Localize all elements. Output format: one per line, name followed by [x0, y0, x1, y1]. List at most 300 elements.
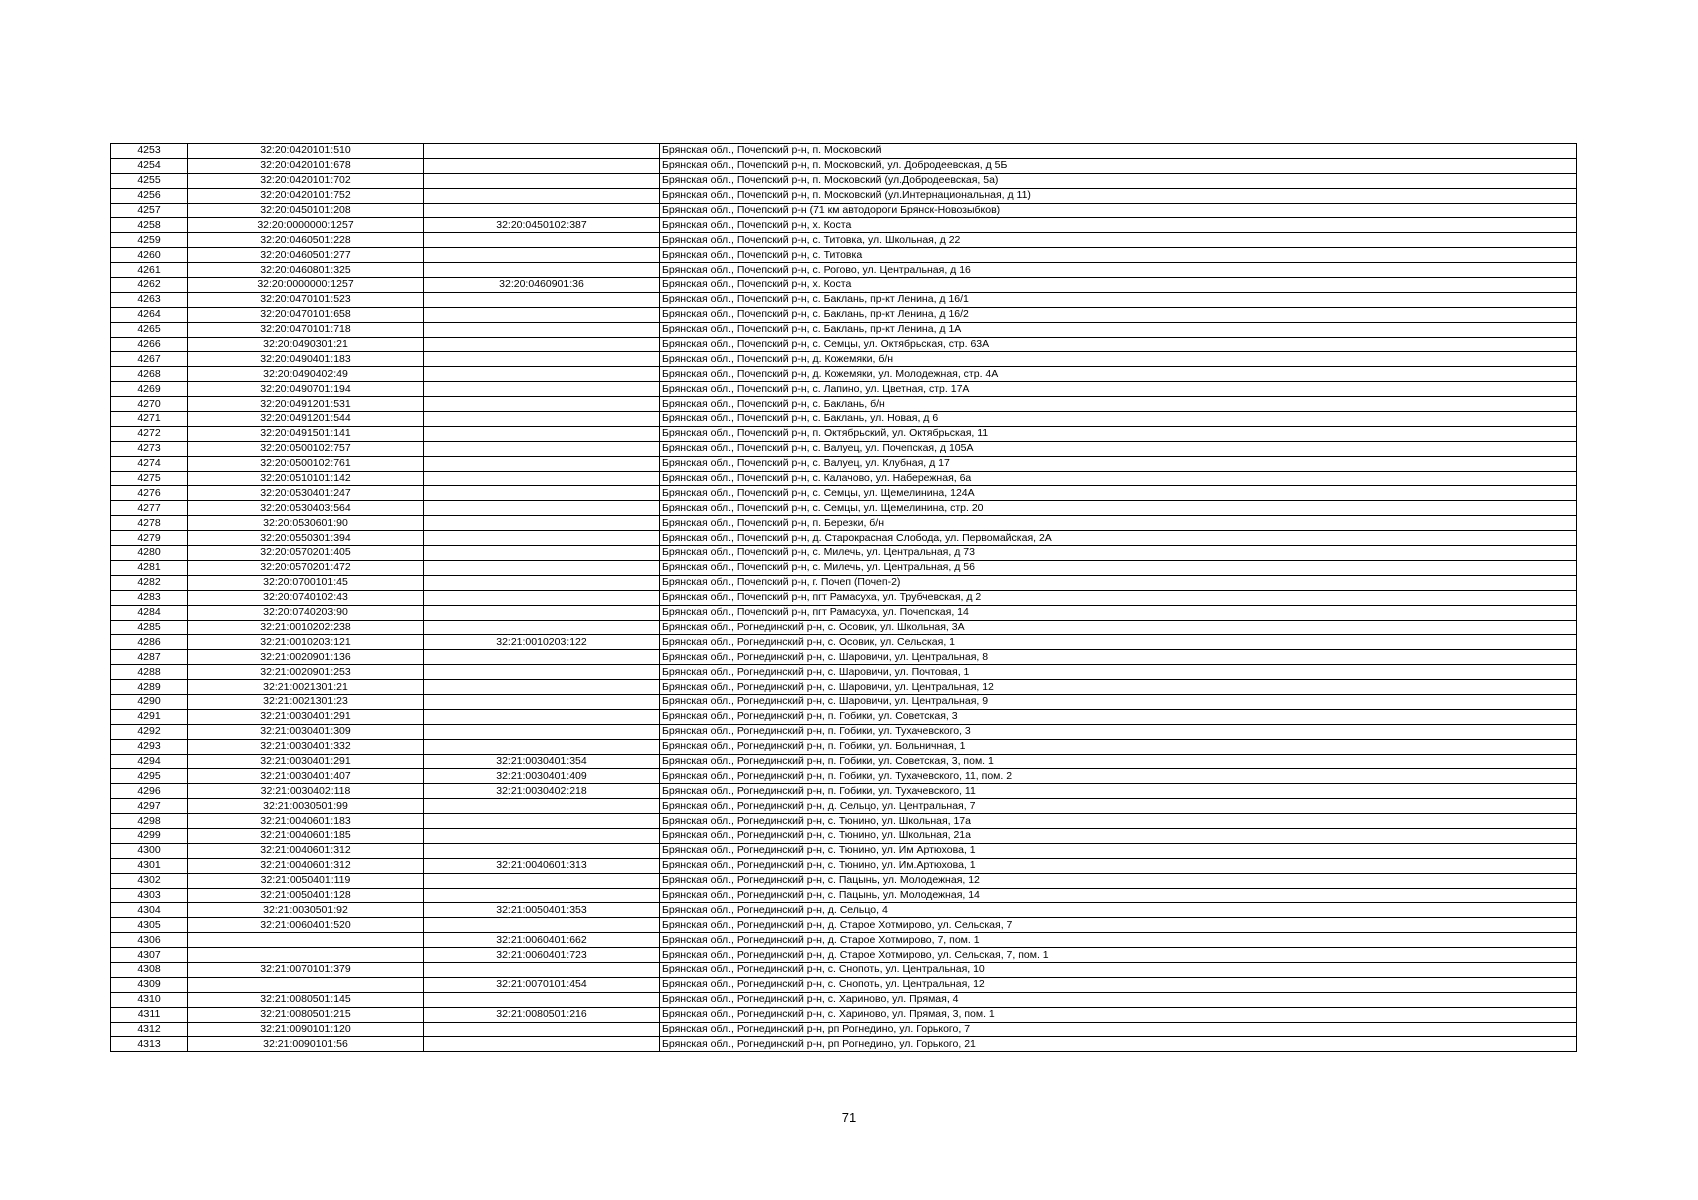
- cadastral-number-cell: 32:21:0030401:291: [188, 709, 424, 724]
- row-number-cell: 4283: [111, 590, 188, 605]
- address-cell: Брянская обл., Почепский р-н, д. Старокрасная Слобода, ул. Первомайская, 2А: [660, 531, 1577, 546]
- address-cell: Брянская обл., Почепский р-н (71 км автодороги Брянск-Новозыбков): [660, 203, 1577, 218]
- row-number-cell: 4277: [111, 501, 188, 516]
- related-cadastral-number-cell: 32:21:0010203:122: [424, 635, 660, 650]
- related-cadastral-number-cell: 32:21:0040601:313: [424, 858, 660, 873]
- address-cell: Брянская обл., Почепский р-н, с. Калачово, ул. Набережная, 6а: [660, 471, 1577, 486]
- address-cell: Брянская обл., Почепский р-н, г. Почеп (Почеп-2): [660, 575, 1577, 590]
- table-row: [111, 307, 1577, 322]
- table-row: [111, 531, 1577, 546]
- cadastral-number-cell: 32:21:0070101:379: [188, 962, 424, 977]
- related-cadastral-number-cell: [424, 486, 660, 501]
- page-number: 71: [841, 1110, 857, 1125]
- cadastral-number-cell: 32:20:0570201:472: [188, 560, 424, 575]
- address-cell: Брянская обл., Рогнединский р-н, д. Старое Хотмирово, ул. Сельская, 7, пом. 1: [660, 948, 1577, 963]
- table-row: [111, 1037, 1577, 1052]
- row-number-cell: 4276: [111, 486, 188, 501]
- table-row: [111, 412, 1577, 427]
- table-row: [111, 218, 1577, 233]
- cadastral-number-cell: 32:20:0490402:49: [188, 367, 424, 382]
- table-row: [111, 263, 1577, 278]
- cadastral-number-cell: 32:21:0050401:128: [188, 888, 424, 903]
- related-cadastral-number-cell: 32:21:0050401:353: [424, 903, 660, 918]
- row-number-cell: 4287: [111, 650, 188, 665]
- cadastral-number-cell: 32:21:0090101:120: [188, 1022, 424, 1037]
- table-row: [111, 158, 1577, 173]
- address-cell: Брянская обл., Почепский р-н, п. Московский (ул.Добродеевская, 5а): [660, 173, 1577, 188]
- table-row: [111, 144, 1577, 159]
- row-number-cell: 4280: [111, 546, 188, 561]
- address-cell: Брянская обл., Почепский р-н, с. Милечь, ул. Центральная, д 56: [660, 560, 1577, 575]
- address-cell: Брянская обл., Почепский р-н, с. Милечь, ул. Центральная, д 73: [660, 546, 1577, 561]
- address-cell: Брянская обл., Рогнединский р-н, с. Пацынь, ул. Молодежная, 12: [660, 873, 1577, 888]
- table-row: [111, 590, 1577, 605]
- row-number-cell: 4253: [111, 144, 188, 159]
- cadastral-number-cell: 32:21:0080501:145: [188, 992, 424, 1007]
- address-cell: Брянская обл., Рогнединский р-н, д. Сельцо, ул. Центральная, 7: [660, 799, 1577, 814]
- address-cell: Брянская обл., Рогнединский р-н, с. Шаровичи, ул. Почтовая, 1: [660, 665, 1577, 680]
- address-cell: Брянская обл., Рогнединский р-н, с. Тюнино, ул. Им Артюхова, 1: [660, 843, 1577, 858]
- cadastral-number-cell: 32:21:0040601:312: [188, 843, 424, 858]
- cadastral-number-cell: 32:21:0040601:185: [188, 828, 424, 843]
- row-number-cell: 4301: [111, 858, 188, 873]
- table-row: [111, 546, 1577, 561]
- cadastral-number-cell: 32:20:0470101:658: [188, 307, 424, 322]
- related-cadastral-number-cell: [424, 724, 660, 739]
- related-cadastral-number-cell: [424, 441, 660, 456]
- address-cell: Брянская обл., Рогнединский р-н, с. Шаровичи, ул. Центральная, 8: [660, 650, 1577, 665]
- row-number-cell: 4299: [111, 828, 188, 843]
- property-table-body: [111, 144, 1577, 1052]
- row-number-cell: 4310: [111, 992, 188, 1007]
- cadastral-number-cell: 32:20:0460501:277: [188, 248, 424, 263]
- cadastral-number-cell: 32:21:0010202:238: [188, 620, 424, 635]
- row-number-cell: 4311: [111, 1007, 188, 1022]
- related-cadastral-number-cell: [424, 263, 660, 278]
- related-cadastral-number-cell: [424, 873, 660, 888]
- address-cell: Брянская обл., Почепский р-н, с. Баклань, пр-кт Ленина, д 16/1: [660, 292, 1577, 307]
- cadastral-number-cell: 32:20:0450101:208: [188, 203, 424, 218]
- address-cell: Брянская обл., Почепский р-н, д. Кожемяки, б/н: [660, 352, 1577, 367]
- cadastral-number-cell: 32:20:0510101:142: [188, 471, 424, 486]
- address-cell: Брянская обл., Почепский р-н, с. Баклань, пр-кт Ленина, д 1А: [660, 322, 1577, 337]
- related-cadastral-number-cell: [424, 1037, 660, 1052]
- related-cadastral-number-cell: [424, 814, 660, 829]
- row-number-cell: 4307: [111, 948, 188, 963]
- address-cell: Брянская обл., Рогнединский р-н, п. Гобики, ул. Тухачевского, 11, пом. 2: [660, 769, 1577, 784]
- cadastral-number-cell: 32:21:0030402:118: [188, 784, 424, 799]
- row-number-cell: 4294: [111, 754, 188, 769]
- table-row: [111, 1007, 1577, 1022]
- row-number-cell: 4302: [111, 873, 188, 888]
- table-row: [111, 248, 1577, 263]
- address-cell: Брянская обл., Рогнединский р-н, п. Гобики, ул. Тухачевского, 11: [660, 784, 1577, 799]
- table-row: [111, 754, 1577, 769]
- table-row: [111, 441, 1577, 456]
- cadastral-number-cell: 32:21:0030501:92: [188, 903, 424, 918]
- table-row: [111, 650, 1577, 665]
- cadastral-number-cell: 32:20:0000000:1257: [188, 278, 424, 293]
- row-number-cell: 4306: [111, 933, 188, 948]
- address-cell: Брянская обл., Рогнединский р-н, с. Шаровичи, ул. Центральная, 9: [660, 694, 1577, 709]
- row-number-cell: 4270: [111, 397, 188, 412]
- related-cadastral-number-cell: [424, 367, 660, 382]
- row-number-cell: 4269: [111, 382, 188, 397]
- address-cell: Брянская обл., Почепский р-н, с. Лапино, ул. Цветная, стр. 17А: [660, 382, 1577, 397]
- cadastral-number-cell: 32:20:0460501:228: [188, 233, 424, 248]
- related-cadastral-number-cell: [424, 188, 660, 203]
- table-row: [111, 486, 1577, 501]
- cadastral-number-cell: 32:20:0550301:394: [188, 531, 424, 546]
- cadastral-number-cell: 32:20:0500102:757: [188, 441, 424, 456]
- address-cell: Брянская обл., Рогнединский р-н, с. Тюнино, ул. Им.Артюхова, 1: [660, 858, 1577, 873]
- row-number-cell: 4255: [111, 173, 188, 188]
- row-number-cell: 4300: [111, 843, 188, 858]
- table-row: [111, 337, 1577, 352]
- table-row: [111, 739, 1577, 754]
- table-row: [111, 173, 1577, 188]
- address-cell: Брянская обл., Рогнединский р-н, п. Гобики, ул. Больничная, 1: [660, 739, 1577, 754]
- related-cadastral-number-cell: [424, 501, 660, 516]
- row-number-cell: 4296: [111, 784, 188, 799]
- related-cadastral-number-cell: [424, 233, 660, 248]
- related-cadastral-number-cell: [424, 962, 660, 977]
- table-row: [111, 367, 1577, 382]
- cadastral-number-cell: 32:20:0740102:43: [188, 590, 424, 605]
- related-cadastral-number-cell: [424, 918, 660, 933]
- table-row: [111, 233, 1577, 248]
- address-cell: Брянская обл., Почепский р-н, д. Кожемяки, ул. Молодежная, стр. 4А: [660, 367, 1577, 382]
- address-cell: Брянская обл., Почепский р-н, п. Московский: [660, 144, 1577, 159]
- address-cell: Брянская обл., Почепский р-н, с. Валуец, ул. Клубная, д 17: [660, 456, 1577, 471]
- table-row: [111, 814, 1577, 829]
- row-number-cell: 4278: [111, 516, 188, 531]
- address-cell: Брянская обл., Рогнединский р-н, п. Гобики, ул. Советская, 3: [660, 709, 1577, 724]
- table-row: [111, 292, 1577, 307]
- row-number-cell: 4268: [111, 367, 188, 382]
- address-cell: Брянская обл., Почепский р-н, с. Титовка, ул. Школьная, д 22: [660, 233, 1577, 248]
- row-number-cell: 4272: [111, 426, 188, 441]
- related-cadastral-number-cell: [424, 144, 660, 159]
- cadastral-number-cell: 32:20:0491201:544: [188, 412, 424, 427]
- related-cadastral-number-cell: [424, 158, 660, 173]
- cadastral-number-cell: 32:21:0021301:23: [188, 694, 424, 709]
- row-number-cell: 4289: [111, 680, 188, 695]
- address-cell: Брянская обл., Рогнединский р-н, с. Снопоть, ул. Центральная, 12: [660, 977, 1577, 992]
- related-cadastral-number-cell: [424, 307, 660, 322]
- related-cadastral-number-cell: [424, 322, 660, 337]
- row-number-cell: 4312: [111, 1022, 188, 1037]
- address-cell: Брянская обл., Почепский р-н, п. Московский, ул. Добродеевская, д 5Б: [660, 158, 1577, 173]
- related-cadastral-number-cell: [424, 337, 660, 352]
- address-cell: Брянская обл., Рогнединский р-н, с. Пацынь, ул. Молодежная, 14: [660, 888, 1577, 903]
- address-cell: Брянская обл., Почепский р-н, пгт Рамасуха, ул. Трубчевская, д 2: [660, 590, 1577, 605]
- row-number-cell: 4266: [111, 337, 188, 352]
- table-row: [111, 858, 1577, 873]
- row-number-cell: 4297: [111, 799, 188, 814]
- related-cadastral-number-cell: 32:21:0070101:454: [424, 977, 660, 992]
- cadastral-number-cell: 32:21:0030401:291: [188, 754, 424, 769]
- table-row: [111, 322, 1577, 337]
- related-cadastral-number-cell: [424, 426, 660, 441]
- related-cadastral-number-cell: [424, 560, 660, 575]
- row-number-cell: 4295: [111, 769, 188, 784]
- table-row: [111, 962, 1577, 977]
- cadastral-number-cell: 32:21:0090101:56: [188, 1037, 424, 1052]
- related-cadastral-number-cell: [424, 575, 660, 590]
- address-cell: Брянская обл., Рогнединский р-н, с. Осовик, ул. Сельская, 1: [660, 635, 1577, 650]
- address-cell: Брянская обл., Рогнединский р-н, с. Тюнино, ул. Школьная, 17а: [660, 814, 1577, 829]
- related-cadastral-number-cell: [424, 1022, 660, 1037]
- cadastral-number-cell: 32:20:0530601:90: [188, 516, 424, 531]
- row-number-cell: 4308: [111, 962, 188, 977]
- related-cadastral-number-cell: [424, 531, 660, 546]
- related-cadastral-number-cell: [424, 605, 660, 620]
- related-cadastral-number-cell: [424, 382, 660, 397]
- row-number-cell: 4254: [111, 158, 188, 173]
- address-cell: Брянская обл., Рогнединский р-н, с. Тюнино, ул. Школьная, 21а: [660, 828, 1577, 843]
- address-cell: Брянская обл., Рогнединский р-н, д. Старое Хотмирово, 7, пом. 1: [660, 933, 1577, 948]
- cadastral-number-cell: 32:21:0020901:253: [188, 665, 424, 680]
- address-cell: Брянская обл., Почепский р-н, с. Титовка: [660, 248, 1577, 263]
- address-cell: Брянская обл., Рогнединский р-н, рп Рогнедино, ул. Горького, 7: [660, 1022, 1577, 1037]
- table-row: [111, 188, 1577, 203]
- address-cell: Брянская обл., Рогнединский р-н, д. Сельцо, 4: [660, 903, 1577, 918]
- related-cadastral-number-cell: 32:21:0030401:409: [424, 769, 660, 784]
- table-row: [111, 769, 1577, 784]
- row-number-cell: 4258: [111, 218, 188, 233]
- row-number-cell: 4288: [111, 665, 188, 680]
- table-row: [111, 426, 1577, 441]
- related-cadastral-number-cell: [424, 173, 660, 188]
- related-cadastral-number-cell: [424, 709, 660, 724]
- row-number-cell: 4282: [111, 575, 188, 590]
- address-cell: Брянская обл., Почепский р-н, п. Московский (ул.Интернациональная, д 11): [660, 188, 1577, 203]
- table-row: [111, 784, 1577, 799]
- related-cadastral-number-cell: [424, 397, 660, 412]
- related-cadastral-number-cell: [424, 680, 660, 695]
- cadastral-number-cell: 32:20:0700101:45: [188, 575, 424, 590]
- table-row: [111, 1022, 1577, 1037]
- row-number-cell: 4267: [111, 352, 188, 367]
- related-cadastral-number-cell: [424, 590, 660, 605]
- row-number-cell: 4281: [111, 560, 188, 575]
- address-cell: Брянская обл., Почепский р-н, х. Коста: [660, 218, 1577, 233]
- table-row: [111, 560, 1577, 575]
- table-row: [111, 352, 1577, 367]
- row-number-cell: 4263: [111, 292, 188, 307]
- address-cell: Брянская обл., Рогнединский р-н, с. Шаровичи, ул. Центральная, 12: [660, 680, 1577, 695]
- table-row: [111, 203, 1577, 218]
- cadastral-number-cell: 32:21:0030401:332: [188, 739, 424, 754]
- row-number-cell: 4313: [111, 1037, 188, 1052]
- related-cadastral-number-cell: [424, 799, 660, 814]
- table-row: [111, 620, 1577, 635]
- table-row: [111, 933, 1577, 948]
- address-cell: Брянская обл., Почепский р-н, п. Октябрьский, ул. Октябрьская, 11: [660, 426, 1577, 441]
- row-number-cell: 4285: [111, 620, 188, 635]
- cadastral-number-cell: 32:21:0030501:99: [188, 799, 424, 814]
- row-number-cell: 4262: [111, 278, 188, 293]
- cadastral-number-cell: 32:21:0020901:136: [188, 650, 424, 665]
- cadastral-number-cell: 32:20:0491201:531: [188, 397, 424, 412]
- related-cadastral-number-cell: 32:20:0460901:36: [424, 278, 660, 293]
- row-number-cell: 4275: [111, 471, 188, 486]
- row-number-cell: 4259: [111, 233, 188, 248]
- related-cadastral-number-cell: 32:21:0060401:723: [424, 948, 660, 963]
- related-cadastral-number-cell: [424, 665, 660, 680]
- table-row: [111, 918, 1577, 933]
- address-cell: Брянская обл., Рогнединский р-н, п. Гобики, ул. Советская, 3, пом. 1: [660, 754, 1577, 769]
- related-cadastral-number-cell: [424, 292, 660, 307]
- cadastral-number-cell: 32:20:0470101:523: [188, 292, 424, 307]
- cadastral-number-cell: 32:20:0530401:247: [188, 486, 424, 501]
- related-cadastral-number-cell: 32:21:0030401:354: [424, 754, 660, 769]
- cadastral-number-cell: 32:20:0740203:90: [188, 605, 424, 620]
- related-cadastral-number-cell: 32:21:0080501:216: [424, 1007, 660, 1022]
- table-row: [111, 992, 1577, 1007]
- cadastral-number-cell: 32:21:0030401:407: [188, 769, 424, 784]
- table-row: [111, 278, 1577, 293]
- table-row: [111, 828, 1577, 843]
- row-number-cell: 4305: [111, 918, 188, 933]
- table-row: [111, 456, 1577, 471]
- cadastral-number-cell: 32:20:0460801:325: [188, 263, 424, 278]
- row-number-cell: 4309: [111, 977, 188, 992]
- related-cadastral-number-cell: [424, 650, 660, 665]
- address-cell: Брянская обл., Почепский р-н, с. Семцы, ул. Щемелинина, 124А: [660, 486, 1577, 501]
- property-table: [110, 143, 1577, 1052]
- table-row: [111, 575, 1577, 590]
- table-row: [111, 873, 1577, 888]
- cadastral-number-cell: 32:21:0040601:312: [188, 858, 424, 873]
- cadastral-number-cell: 32:20:0490701:194: [188, 382, 424, 397]
- row-number-cell: 4265: [111, 322, 188, 337]
- cadastral-number-cell: 32:20:0470101:718: [188, 322, 424, 337]
- cadastral-number-cell: 32:21:0080501:215: [188, 1007, 424, 1022]
- cadastral-number-cell: 32:20:0530403:564: [188, 501, 424, 516]
- address-cell: Брянская обл., Почепский р-н, х. Коста: [660, 278, 1577, 293]
- related-cadastral-number-cell: [424, 828, 660, 843]
- related-cadastral-number-cell: [424, 739, 660, 754]
- cadastral-number-cell: 32:20:0000000:1257: [188, 218, 424, 233]
- related-cadastral-number-cell: [424, 888, 660, 903]
- related-cadastral-number-cell: [424, 843, 660, 858]
- row-number-cell: 4304: [111, 903, 188, 918]
- related-cadastral-number-cell: 32:20:0450102:387: [424, 218, 660, 233]
- table-row: [111, 888, 1577, 903]
- related-cadastral-number-cell: [424, 352, 660, 367]
- row-number-cell: 4260: [111, 248, 188, 263]
- table-row: [111, 635, 1577, 650]
- cadastral-number-cell: 32:20:0490401:183: [188, 352, 424, 367]
- cadastral-number-cell: 32:21:0040601:183: [188, 814, 424, 829]
- related-cadastral-number-cell: 32:21:0030402:218: [424, 784, 660, 799]
- address-cell: Брянская обл., Рогнединский р-н, с. Хариново, ул. Прямая, 3, пом. 1: [660, 1007, 1577, 1022]
- table-row: [111, 665, 1577, 680]
- cadastral-number-cell: 32:20:0420101:510: [188, 144, 424, 159]
- related-cadastral-number-cell: [424, 248, 660, 263]
- address-cell: Брянская обл., Рогнединский р-н, с. Снопоть, ул. Центральная, 10: [660, 962, 1577, 977]
- address-cell: Брянская обл., Рогнединский р-н, п. Гобики, ул. Тухачевского, 3: [660, 724, 1577, 739]
- cadastral-number-cell: 32:20:0420101:678: [188, 158, 424, 173]
- address-cell: Брянская обл., Рогнединский р-н, д. Старое Хотмирово, ул. Сельская, 7: [660, 918, 1577, 933]
- table-row: [111, 516, 1577, 531]
- table-row: [111, 501, 1577, 516]
- address-cell: Брянская обл., Почепский р-н, с. Баклань, ул. Новая, д 6: [660, 412, 1577, 427]
- address-cell: Брянская обл., Почепский р-н, с. Валуец, ул. Почепская, д 105А: [660, 441, 1577, 456]
- address-cell: Брянская обл., Почепский р-н, с. Баклань, б/н: [660, 397, 1577, 412]
- table-row: [111, 948, 1577, 963]
- table-row: [111, 843, 1577, 858]
- related-cadastral-number-cell: [424, 546, 660, 561]
- row-number-cell: 4257: [111, 203, 188, 218]
- cadastral-number-cell: 32:21:0021301:21: [188, 680, 424, 695]
- cadastral-number-cell: 32:20:0490301:21: [188, 337, 424, 352]
- address-cell: Брянская обл., Рогнединский р-н, рп Рогнедино, ул. Горького, 21: [660, 1037, 1577, 1052]
- table-row: [111, 709, 1577, 724]
- cadastral-number-cell: 32:21:0050401:119: [188, 873, 424, 888]
- row-number-cell: 4261: [111, 263, 188, 278]
- row-number-cell: 4271: [111, 412, 188, 427]
- cadastral-number-cell: 32:20:0570201:405: [188, 546, 424, 561]
- row-number-cell: 4303: [111, 888, 188, 903]
- table-row: [111, 724, 1577, 739]
- table-row: [111, 471, 1577, 486]
- row-number-cell: 4284: [111, 605, 188, 620]
- row-number-cell: 4273: [111, 441, 188, 456]
- row-number-cell: 4256: [111, 188, 188, 203]
- address-cell: Брянская обл., Рогнединский р-н, с. Осовик, ул. Школьная, 3А: [660, 620, 1577, 635]
- cadastral-number-cell: [188, 948, 424, 963]
- row-number-cell: 4290: [111, 694, 188, 709]
- cadastral-number-cell: 32:21:0010203:121: [188, 635, 424, 650]
- cadastral-number-cell: 32:20:0420101:752: [188, 188, 424, 203]
- address-cell: Брянская обл., Почепский р-н, пгт Рамасуха, ул. Почепская, 14: [660, 605, 1577, 620]
- row-number-cell: 4274: [111, 456, 188, 471]
- address-cell: Брянская обл., Почепский р-н, п. Березки, б/н: [660, 516, 1577, 531]
- related-cadastral-number-cell: [424, 471, 660, 486]
- address-cell: Брянская обл., Почепский р-н, с. Семцы, ул. Октябрьская, стр. 63А: [660, 337, 1577, 352]
- cadastral-number-cell: 32:21:0030401:309: [188, 724, 424, 739]
- cadastral-number-cell: [188, 933, 424, 948]
- cadastral-number-cell: 32:21:0060401:520: [188, 918, 424, 933]
- related-cadastral-number-cell: [424, 516, 660, 531]
- row-number-cell: 4286: [111, 635, 188, 650]
- table-row: [111, 605, 1577, 620]
- table-row: [111, 694, 1577, 709]
- related-cadastral-number-cell: [424, 620, 660, 635]
- table-row: [111, 382, 1577, 397]
- cadastral-number-cell: 32:20:0491501:141: [188, 426, 424, 441]
- row-number-cell: 4291: [111, 709, 188, 724]
- address-cell: Брянская обл., Рогнединский р-н, с. Хариново, ул. Прямая, 4: [660, 992, 1577, 1007]
- table-row: [111, 903, 1577, 918]
- cadastral-number-cell: [188, 977, 424, 992]
- related-cadastral-number-cell: [424, 694, 660, 709]
- address-cell: Брянская обл., Почепский р-н, с. Семцы, ул. Щемелинина, стр. 20: [660, 501, 1577, 516]
- row-number-cell: 4298: [111, 814, 188, 829]
- table-row: [111, 397, 1577, 412]
- cadastral-number-cell: 32:20:0420101:702: [188, 173, 424, 188]
- row-number-cell: 4293: [111, 739, 188, 754]
- row-number-cell: 4292: [111, 724, 188, 739]
- related-cadastral-number-cell: [424, 412, 660, 427]
- table-row: [111, 977, 1577, 992]
- related-cadastral-number-cell: 32:21:0060401:662: [424, 933, 660, 948]
- table-row: [111, 799, 1577, 814]
- row-number-cell: 4279: [111, 531, 188, 546]
